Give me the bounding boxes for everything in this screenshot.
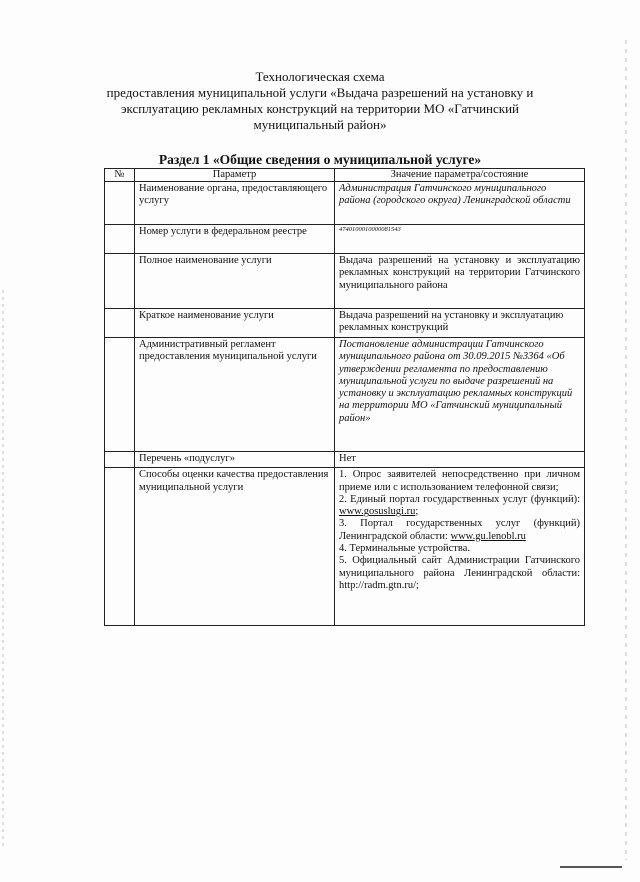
quality-item: 1. Опрос заявителей непосредственно при личном приеме или с использованием телефонной связи; <box>339 469 580 493</box>
section-title: Раздел 1 «Общие сведения о муниципальной услуге» <box>158 152 482 167</box>
title-line-2: предоставления муниципальной услуги «Выдача разрешений на установку и <box>106 85 534 100</box>
row-value: Администрация Гатчинского муниципального района (городского округа) Ленинградской области <box>335 182 585 225</box>
row-number <box>105 452 135 468</box>
quality-item-text: 3. Портал государственных услуг (функций) Ленинградской области: <box>339 518 580 542</box>
row-value: Выдача разрешений на установку и эксплуатацию рекламных конструкций <box>335 309 585 338</box>
header-value: Значение параметра/состояние <box>335 169 585 182</box>
row-number <box>105 225 135 254</box>
title-line-4: муниципальный район» <box>253 117 387 132</box>
table-row <box>105 452 585 468</box>
quality-item <box>339 518 580 543</box>
table-row <box>105 254 585 309</box>
title-line-1: Технологическая схема <box>255 69 385 84</box>
title-line-3: эксплуатацию рекламных конструкций на территории МО «Гатчинский <box>120 101 520 116</box>
row-param: Административный регламент предоставления муниципальной услуги <box>135 338 335 452</box>
table-row <box>105 225 585 254</box>
quality-item: 4. Терминальные устройства. <box>339 543 470 555</box>
table-row <box>105 182 585 225</box>
row-number <box>105 182 135 225</box>
row-param: Наименование органа, предоставляющего услугу <box>135 182 335 225</box>
row-number <box>105 338 135 452</box>
row-value: Постановление администрации Гатчинского муниципального района от 30.09.2015 №3364 «Об утверждении регламента по предоставлению муниципальной услуги по выдаче разрешений на установку и эксплуатацию рекламных конструкций на территории МО «Гатчинский муниципальный район» <box>335 338 585 452</box>
row-value: 4740100010000081543 <box>335 225 585 254</box>
table-row <box>105 468 585 626</box>
row-param: Способы оценки качества предоставления муниципальной услуги <box>135 468 335 626</box>
general-info-table <box>104 168 585 626</box>
lenobl-link[interactable]: www.gu.lenobl.ru <box>450 530 526 542</box>
gosuslugi-link[interactable]: www.gosuslugi.ru <box>339 506 416 518</box>
row-number <box>105 468 135 626</box>
document-title <box>100 69 540 133</box>
table-header-row <box>105 169 585 182</box>
scan-artifact-left <box>2 290 4 850</box>
row-param: Перечень «подуслуг» <box>135 452 335 468</box>
scan-artifact-bottom <box>560 866 622 868</box>
row-value-list <box>335 468 585 626</box>
quality-item <box>339 494 580 519</box>
row-param: Полное наименование услуги <box>135 254 335 309</box>
header-num: № <box>105 169 135 182</box>
quality-item: 5. Официальный сайт Администрации Гатчинского муниципального района Ленинградской области: http://radm.gtn.ru/; <box>339 555 580 591</box>
quality-item-text: 2. Единый портал государственных услуг (функций): <box>339 493 580 505</box>
header-param: Параметр <box>135 169 335 182</box>
row-number <box>105 309 135 338</box>
table-row <box>105 309 585 338</box>
row-value: Нет <box>335 452 585 468</box>
table-row <box>105 338 585 452</box>
scan-artifact-right <box>625 40 627 860</box>
quality-item-suffix: ; <box>415 506 419 518</box>
row-number <box>105 254 135 309</box>
row-param: Краткое наименование услуги <box>135 309 335 338</box>
row-value: Выдача разрешений на установку и эксплуатацию рекламных конструкций на территории Гатчинского муниципального района <box>335 254 585 309</box>
row-param: Номер услуги в федеральном реестре <box>135 225 335 254</box>
